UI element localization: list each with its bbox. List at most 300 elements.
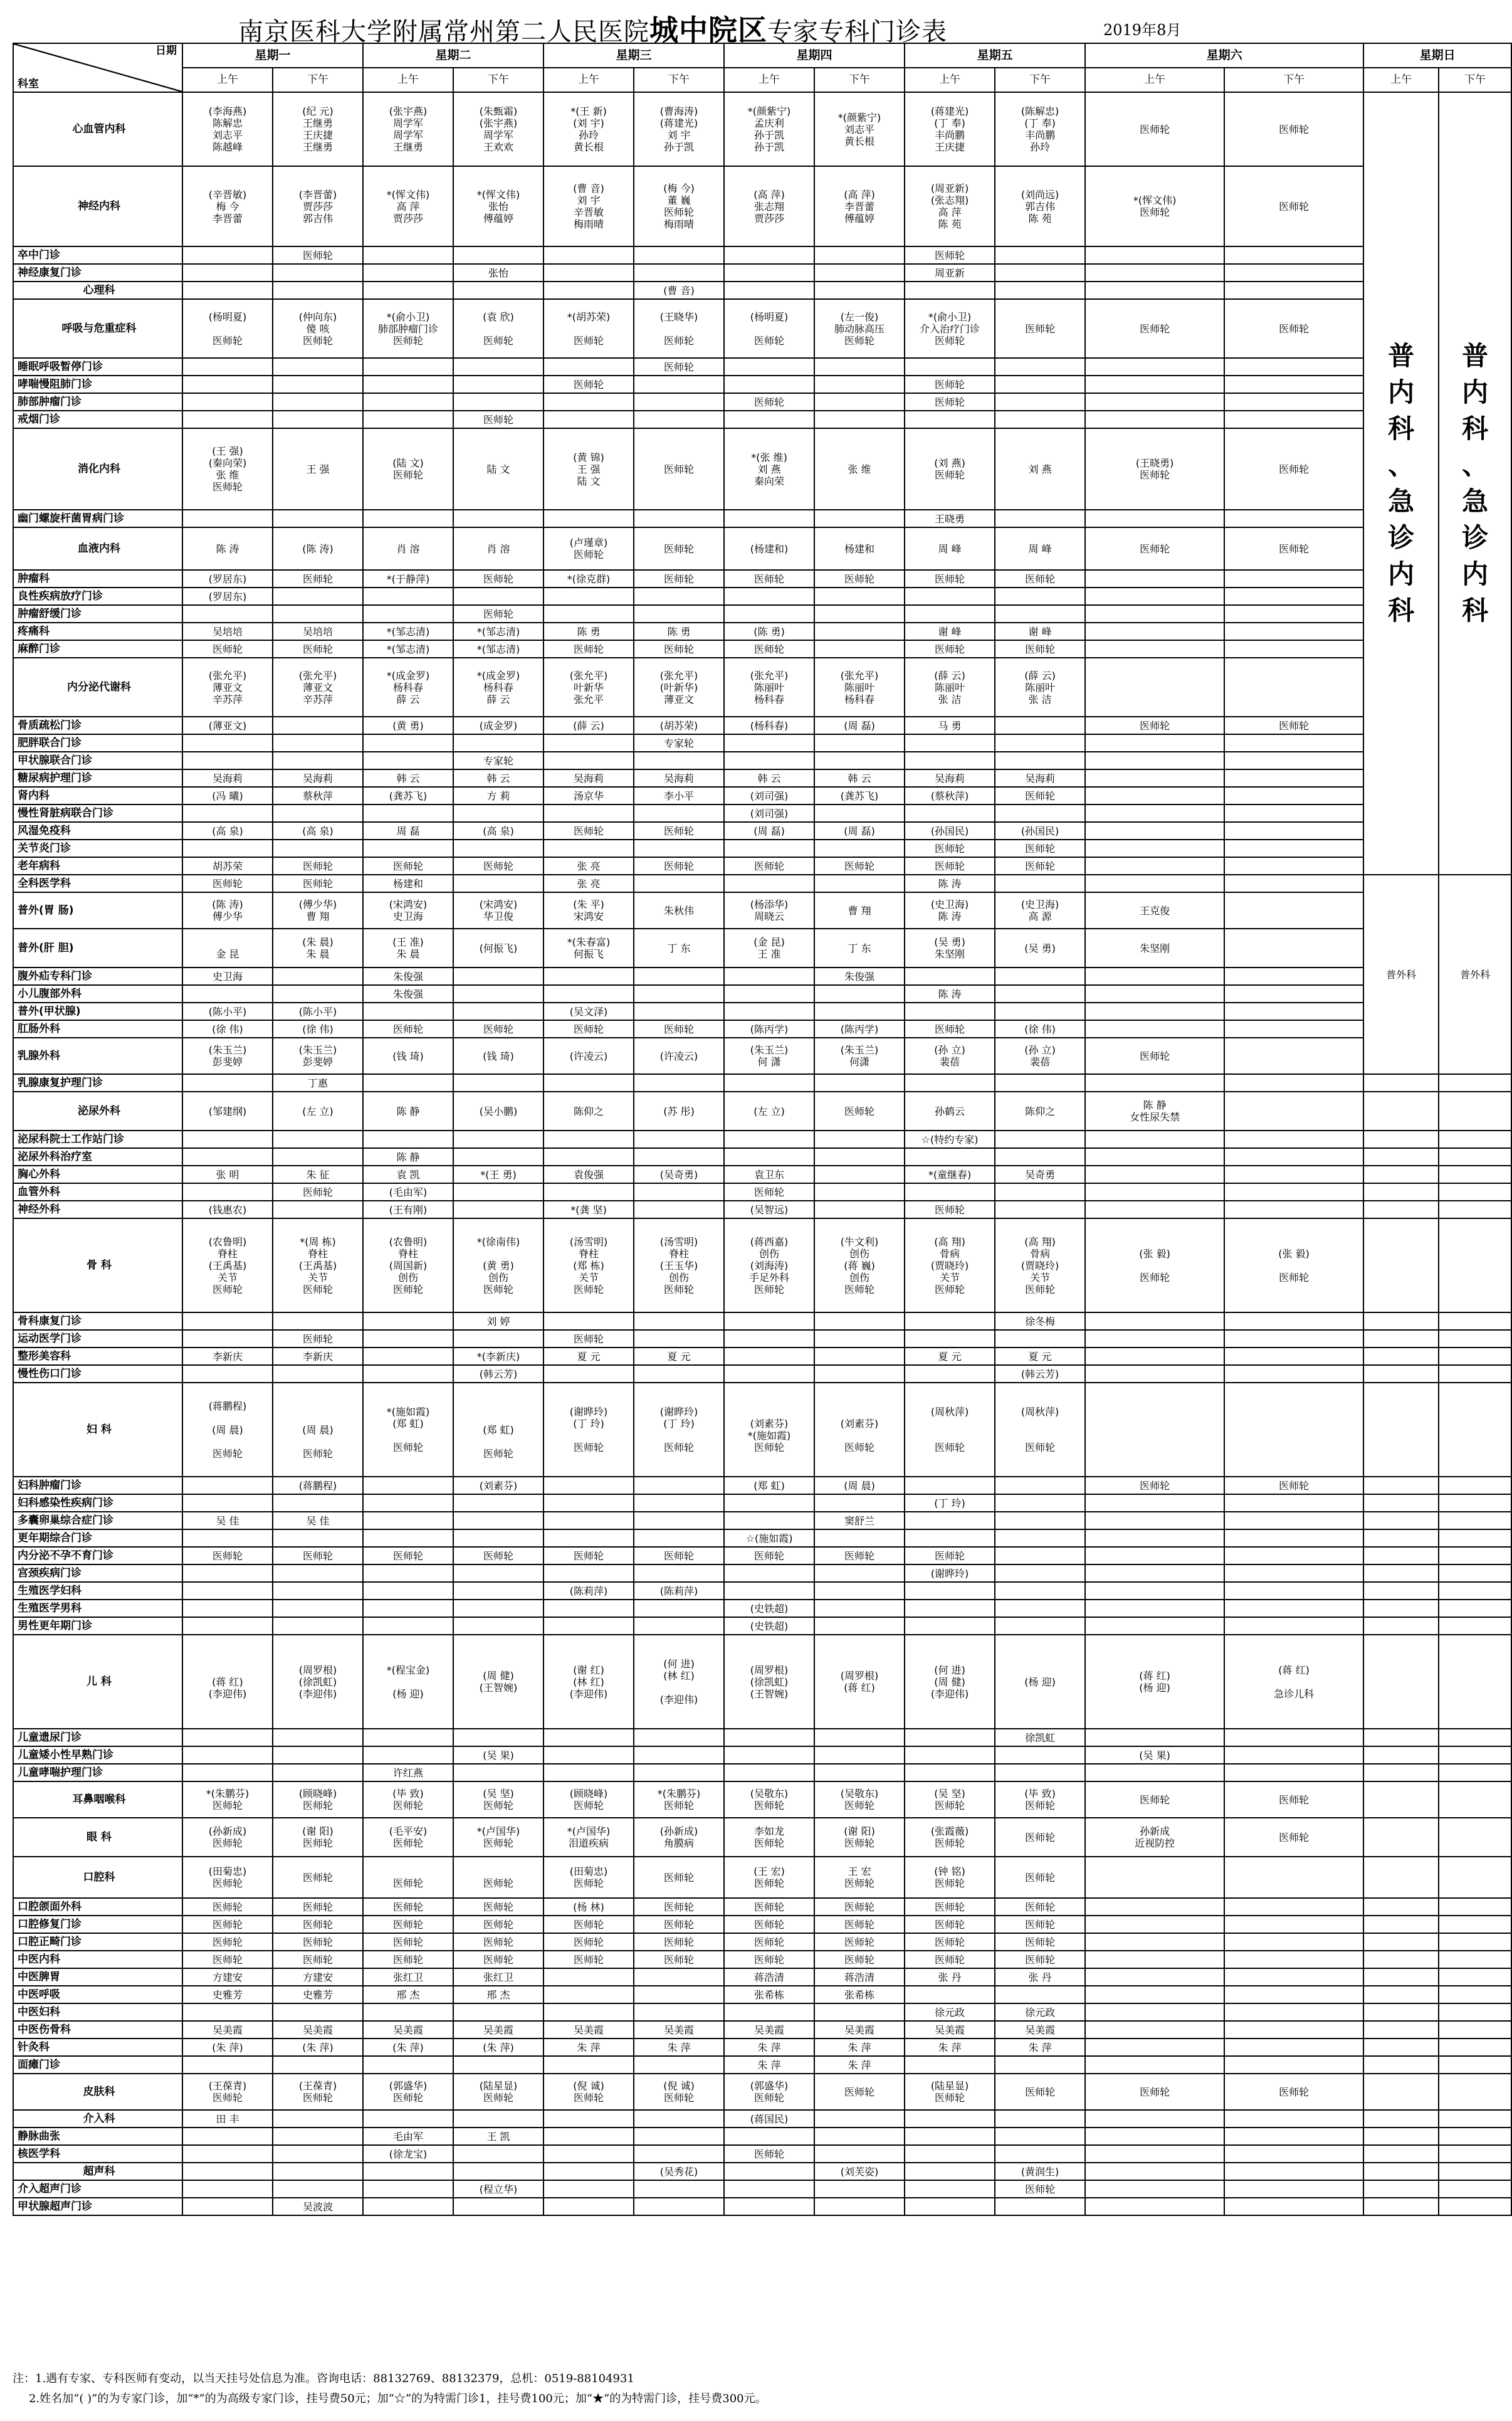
schedule-cell: 医师轮 bbox=[182, 1951, 273, 1968]
sunday-cell bbox=[1439, 1512, 1511, 1529]
schedule-cell: 陈 涛 bbox=[905, 985, 995, 1003]
sunday-cell bbox=[1363, 1383, 1439, 1477]
sunday-cell bbox=[1363, 1916, 1439, 1933]
schedule-cell bbox=[453, 393, 543, 411]
schedule-cell bbox=[453, 2110, 543, 2128]
schedule-cell bbox=[1085, 1166, 1224, 1183]
schedule-cell: 医师轮 bbox=[453, 605, 543, 623]
schedule-cell: 医师轮 bbox=[634, 570, 724, 588]
schedule-cell: 蔡秋萍 bbox=[273, 787, 363, 804]
schedule-cell bbox=[905, 968, 995, 985]
schedule-cell bbox=[634, 1494, 724, 1512]
schedule-cell: (汤雪明) 脊柱 (郑 栋) 关节 医师轮 bbox=[543, 1218, 634, 1312]
schedule-cell bbox=[363, 734, 453, 752]
schedule-row bbox=[13, 2145, 1511, 2163]
schedule-cell: 医师轮 bbox=[995, 1933, 1085, 1951]
sunday-cell bbox=[1363, 1074, 1439, 1092]
sunday-cell bbox=[1439, 2110, 1511, 2128]
schedule-cell bbox=[182, 1529, 273, 1547]
schedule-cell: 医师轮 bbox=[995, 1898, 1085, 1916]
schedule-cell: 医师轮 bbox=[724, 857, 814, 875]
schedule-cell bbox=[1224, 1529, 1363, 1547]
schedule-cell bbox=[1085, 1348, 1224, 1365]
schedule-cell: 医师轮 bbox=[543, 1330, 634, 1348]
schedule-cell bbox=[1085, 734, 1224, 752]
schedule-cell: 医师轮 bbox=[1085, 299, 1224, 358]
schedule-row bbox=[13, 892, 1511, 929]
schedule-row bbox=[13, 2039, 1511, 2056]
schedule-cell bbox=[905, 411, 995, 428]
schedule-cell bbox=[634, 510, 724, 527]
schedule-cell bbox=[1085, 1330, 1224, 1348]
schedule-cell: 医师轮 bbox=[634, 822, 724, 840]
schedule-cell bbox=[182, 1330, 273, 1348]
schedule-cell: 医师轮 bbox=[182, 1933, 273, 1951]
schedule-cell bbox=[453, 510, 543, 527]
schedule-row bbox=[13, 2163, 1511, 2180]
schedule-cell: 汤京华 bbox=[543, 787, 634, 804]
schedule-cell: 张 丹 bbox=[995, 1968, 1085, 1986]
schedule-cell bbox=[995, 2128, 1085, 2145]
schedule-cell: (王葆青) 医师轮 bbox=[273, 2074, 363, 2110]
schedule-cell: (蒋鹏程) bbox=[273, 1477, 363, 1494]
department-name: 心理科 bbox=[13, 282, 182, 299]
schedule-row bbox=[13, 804, 1511, 822]
schedule-cell: (刘芙姿) bbox=[814, 2163, 905, 2180]
schedule-cell bbox=[634, 968, 724, 985]
schedule-cell: (徐 伟) bbox=[273, 1020, 363, 1038]
schedule-cell: (蒋鹏程) (周 晨) 医师轮 bbox=[182, 1383, 273, 1477]
schedule-cell bbox=[363, 605, 453, 623]
schedule-cell: 朱 萍 bbox=[634, 2039, 724, 2056]
schedule-cell bbox=[363, 1003, 453, 1020]
schedule-cell: (杨建和) bbox=[724, 527, 814, 570]
department-name: 慢性伤口门诊 bbox=[13, 1365, 182, 1383]
schedule-cell bbox=[814, 411, 905, 428]
schedule-cell: (仲向东) 傻 咳 医师轮 bbox=[273, 299, 363, 358]
schedule-row bbox=[13, 734, 1511, 752]
schedule-cell: 医师轮 bbox=[634, 1916, 724, 1933]
schedule-cell bbox=[453, 985, 543, 1003]
schedule-cell bbox=[814, 640, 905, 658]
schedule-cell bbox=[182, 1074, 273, 1092]
sunday-cell bbox=[1363, 2003, 1439, 2021]
schedule-cell bbox=[995, 734, 1085, 752]
schedule-cell: 医师轮 bbox=[905, 857, 995, 875]
schedule-cell bbox=[453, 2056, 543, 2074]
schedule-cell: 医师轮 bbox=[724, 1933, 814, 1951]
schedule-cell bbox=[814, 246, 905, 264]
half-day-header: 下午 bbox=[814, 68, 905, 92]
schedule-cell: 医师轮 bbox=[1085, 92, 1224, 166]
schedule-cell bbox=[814, 264, 905, 282]
schedule-cell: (谢 阳) 医师轮 bbox=[273, 1818, 363, 1857]
schedule-cell bbox=[273, 804, 363, 822]
schedule-cell bbox=[1224, 570, 1363, 588]
schedule-cell bbox=[1224, 1916, 1363, 1933]
schedule-cell bbox=[543, 752, 634, 769]
schedule-cell: 丁 东 bbox=[634, 929, 724, 968]
schedule-cell bbox=[1224, 1148, 1363, 1166]
schedule-cell bbox=[182, 2128, 273, 2145]
department-name: 小儿腹部外科 bbox=[13, 985, 182, 1003]
schedule-cell bbox=[363, 1348, 453, 1365]
schedule-cell: 医师轮 bbox=[1224, 92, 1363, 166]
schedule-cell bbox=[543, 1074, 634, 1092]
schedule-row bbox=[13, 358, 1511, 376]
schedule-cell bbox=[1224, 1933, 1363, 1951]
schedule-cell: (王晓华) 医师轮 bbox=[634, 299, 724, 358]
schedule-cell bbox=[995, 1600, 1085, 1617]
schedule-row bbox=[13, 1781, 1511, 1818]
schedule-cell: 吴海莉 bbox=[995, 769, 1085, 787]
schedule-cell bbox=[1224, 658, 1363, 717]
schedule-cell: (周 磊) bbox=[814, 822, 905, 840]
schedule-cell: (陆 文) 医师轮 bbox=[363, 428, 453, 510]
schedule-cell bbox=[1224, 640, 1363, 658]
schedule-cell: (刘尚远) 郭吉伟 陈 苑 bbox=[995, 166, 1085, 246]
schedule-cell bbox=[273, 2110, 363, 2128]
schedule-row bbox=[13, 658, 1511, 717]
schedule-cell: (何 进) (林 红) (李迎伟) bbox=[634, 1635, 724, 1729]
schedule-cell: (吴敬东) 医师轮 bbox=[814, 1781, 905, 1818]
schedule-cell: 医师轮 bbox=[1085, 1477, 1224, 1494]
schedule-cell bbox=[905, 2110, 995, 2128]
schedule-row bbox=[13, 2198, 1511, 2215]
schedule-row bbox=[13, 640, 1511, 658]
schedule-cell bbox=[1224, 968, 1363, 985]
schedule-cell bbox=[453, 1201, 543, 1218]
schedule-cell bbox=[543, 2128, 634, 2145]
schedule-cell: 医师轮 bbox=[543, 640, 634, 658]
schedule-cell bbox=[182, 1148, 273, 1166]
schedule-cell bbox=[995, 264, 1085, 282]
schedule-cell: 医师轮 bbox=[363, 1951, 453, 1968]
schedule-cell bbox=[182, 1494, 273, 1512]
schedule-cell bbox=[273, 1494, 363, 1512]
schedule-cell: 朱 萍 bbox=[724, 2056, 814, 2074]
schedule-cell: *(俞小卫) 肺部肿瘤门诊 医师轮 bbox=[363, 299, 453, 358]
schedule-cell: 医师轮 bbox=[634, 1933, 724, 1951]
schedule-cell bbox=[995, 1764, 1085, 1781]
schedule-cell bbox=[1224, 393, 1363, 411]
schedule-cell: (孙新成) 医师轮 bbox=[182, 1818, 273, 1857]
schedule-cell: (吴奇勇) bbox=[634, 1166, 724, 1183]
schedule-cell bbox=[273, 510, 363, 527]
department-name: 生殖医学妇科 bbox=[13, 1582, 182, 1600]
sunday-cell bbox=[1439, 1383, 1511, 1477]
schedule-cell: 韩 云 bbox=[453, 769, 543, 787]
half-day-header: 下午 bbox=[1439, 68, 1511, 92]
department-name: 全科医学科 bbox=[13, 875, 182, 892]
schedule-cell: (陈莉萍) bbox=[543, 1582, 634, 1600]
schedule-cell bbox=[634, 1600, 724, 1617]
schedule-cell: (梅 今) 董 巍 医师轮 梅雨晴 bbox=[634, 166, 724, 246]
sunday-cell bbox=[1363, 1148, 1439, 1166]
schedule-cell bbox=[814, 605, 905, 623]
sunday-cell bbox=[1363, 1857, 1439, 1898]
schedule-cell: (朱 萍) bbox=[363, 2039, 453, 2056]
schedule-cell bbox=[634, 588, 724, 605]
department-name: 宫颈疾病门诊 bbox=[13, 1564, 182, 1582]
schedule-cell: (孙国民) bbox=[905, 822, 995, 840]
schedule-cell: (谢 阳) 医师轮 bbox=[814, 1818, 905, 1857]
schedule-cell bbox=[724, 376, 814, 393]
schedule-cell: 刘 婷 bbox=[453, 1312, 543, 1330]
schedule-cell: (刘素芬) bbox=[453, 1477, 543, 1494]
schedule-row bbox=[13, 1312, 1511, 1330]
schedule-cell: (刘司强) bbox=[724, 787, 814, 804]
schedule-cell bbox=[1085, 605, 1224, 623]
schedule-cell bbox=[182, 393, 273, 411]
department-name: 儿 科 bbox=[13, 1635, 182, 1729]
schedule-cell: 医师轮 bbox=[182, 1916, 273, 1933]
schedule-cell bbox=[995, 411, 1085, 428]
schedule-cell bbox=[1224, 1166, 1363, 1183]
schedule-cell: (毛平安) 医师轮 bbox=[363, 1818, 453, 1857]
schedule-cell bbox=[814, 1201, 905, 1218]
sunday-cell bbox=[1439, 2180, 1511, 2198]
schedule-cell bbox=[1224, 1365, 1363, 1383]
schedule-cell bbox=[1085, 1968, 1224, 1986]
schedule-cell bbox=[1224, 2039, 1363, 2056]
schedule-cell bbox=[363, 510, 453, 527]
schedule-cell bbox=[453, 246, 543, 264]
schedule-cell bbox=[453, 358, 543, 376]
schedule-cell: 医师轮 bbox=[363, 1020, 453, 1038]
schedule-cell bbox=[905, 1529, 995, 1547]
schedule-cell bbox=[543, 1183, 634, 1201]
schedule-cell: ☆(施如霞) bbox=[724, 1529, 814, 1547]
schedule-cell bbox=[1085, 1857, 1224, 1898]
schedule-cell: (谢晔玲) (丁 玲) 医师轮 bbox=[543, 1383, 634, 1477]
schedule-cell bbox=[543, 840, 634, 857]
schedule-cell bbox=[905, 2128, 995, 2145]
sunday-cell bbox=[1439, 2074, 1511, 2110]
sunday-cell bbox=[1439, 1933, 1511, 1951]
schedule-cell bbox=[905, 2198, 995, 2215]
schedule-cell bbox=[363, 376, 453, 393]
schedule-cell bbox=[905, 1477, 995, 1494]
schedule-cell: 张怡 bbox=[453, 264, 543, 282]
schedule-cell bbox=[814, 752, 905, 769]
schedule-cell: 医师轮 bbox=[724, 1183, 814, 1201]
schedule-row bbox=[13, 2056, 1511, 2074]
schedule-cell bbox=[634, 1131, 724, 1148]
department-name: 静脉曲张 bbox=[13, 2128, 182, 2145]
schedule-cell bbox=[182, 1477, 273, 1494]
schedule-cell: 医师轮 bbox=[995, 1916, 1085, 1933]
schedule-cell bbox=[905, 1600, 995, 1617]
schedule-cell: 医师轮 bbox=[634, 857, 724, 875]
schedule-cell bbox=[634, 1986, 724, 2003]
schedule-cell: 医师轮 bbox=[905, 570, 995, 588]
schedule-cell bbox=[1085, 411, 1224, 428]
schedule-cell: (徐 伟) bbox=[995, 1020, 1085, 1038]
department-name: 疼痛科 bbox=[13, 623, 182, 640]
sunday-cell bbox=[1439, 2003, 1511, 2021]
schedule-row bbox=[13, 1857, 1511, 1898]
schedule-cell: (黄润生) bbox=[995, 2163, 1085, 2180]
schedule-cell bbox=[273, 2163, 363, 2180]
schedule-cell bbox=[182, 1183, 273, 1201]
schedule-cell bbox=[1085, 393, 1224, 411]
schedule-cell bbox=[724, 1348, 814, 1365]
schedule-cell: (吴 果) bbox=[453, 1746, 543, 1764]
schedule-cell bbox=[1224, 929, 1363, 968]
schedule-cell bbox=[1224, 264, 1363, 282]
schedule-cell bbox=[273, 985, 363, 1003]
department-name: 普外(肝 胆) bbox=[13, 929, 182, 968]
schedule-cell: *(朱春富) 何振飞 bbox=[543, 929, 634, 968]
sunday-cell bbox=[1439, 1365, 1511, 1383]
schedule-cell: 医师轮 bbox=[453, 1898, 543, 1916]
schedule-row bbox=[13, 1201, 1511, 1218]
schedule-cell: (蒋建光) (丁 奉) 丰尚鹏 王庆捷 bbox=[905, 92, 995, 166]
schedule-cell: (薛 云) 陈丽叶 张 洁 bbox=[905, 658, 995, 717]
schedule-cell bbox=[182, 1312, 273, 1330]
schedule-cell: (杨明夏) 医师轮 bbox=[182, 299, 273, 358]
sunday-cell bbox=[1439, 1074, 1511, 1092]
department-name: 口腔颌面外科 bbox=[13, 1898, 182, 1916]
department-name: 幽门螺旋杆菌胃病门诊 bbox=[13, 510, 182, 527]
schedule-cell bbox=[453, 2145, 543, 2163]
schedule-cell: (龚苏飞) bbox=[363, 787, 453, 804]
footnotes bbox=[13, 2369, 1431, 2409]
schedule-row bbox=[13, 623, 1511, 640]
schedule-cell bbox=[634, 804, 724, 822]
schedule-cell bbox=[634, 2145, 724, 2163]
schedule-cell: 蒋浩清 bbox=[814, 1968, 905, 1986]
schedule-cell bbox=[1085, 1383, 1224, 1477]
schedule-cell: 医师轮 bbox=[1224, 166, 1363, 246]
schedule-cell: 医师轮 bbox=[273, 640, 363, 658]
schedule-cell: 医师轮 bbox=[814, 1898, 905, 1916]
schedule-row bbox=[13, 1020, 1511, 1038]
footnote: 注：1.遇有专家、专科医师有变动，以当天挂号处信息为准。咨询电话：88132769、88132379，总机：0519-88104931 bbox=[13, 2372, 634, 2385]
schedule-cell bbox=[363, 2110, 453, 2128]
schedule-cell: (苏 彤) bbox=[634, 1092, 724, 1131]
sunday-cell bbox=[1439, 1148, 1511, 1166]
schedule-cell bbox=[995, 1512, 1085, 1529]
schedule-cell bbox=[905, 734, 995, 752]
schedule-cell bbox=[995, 2198, 1085, 2215]
schedule-cell: 田 丰 bbox=[182, 2110, 273, 2128]
schedule-cell bbox=[363, 1365, 453, 1383]
schedule-cell bbox=[814, 2003, 905, 2021]
schedule-cell: (孙 立) 裴蓓 bbox=[905, 1038, 995, 1074]
schedule-cell bbox=[995, 1746, 1085, 1764]
schedule-cell: 史雅芳 bbox=[273, 1986, 363, 2003]
schedule-cell: 吴美霞 bbox=[905, 2021, 995, 2039]
schedule-cell: (罗居东) bbox=[182, 588, 273, 605]
schedule-cell bbox=[543, 968, 634, 985]
schedule-cell: 医师轮 bbox=[453, 570, 543, 588]
department-name: 超声科 bbox=[13, 2163, 182, 2180]
schedule-cell bbox=[724, 2180, 814, 2198]
schedule-cell: (周罗根) (蒋 红) bbox=[814, 1635, 905, 1729]
schedule-cell bbox=[543, 1512, 634, 1529]
schedule-cell: (田菊忠) 医师轮 bbox=[543, 1857, 634, 1898]
department-name: 关节炎门诊 bbox=[13, 840, 182, 857]
schedule-row bbox=[13, 787, 1511, 804]
schedule-cell bbox=[634, 1183, 724, 1201]
schedule-cell bbox=[453, 1512, 543, 1529]
schedule-cell: (郑 虹) bbox=[724, 1477, 814, 1494]
schedule-cell bbox=[995, 1529, 1085, 1547]
sunday-cell bbox=[1439, 1183, 1511, 1201]
department-name: 整形美容科 bbox=[13, 1348, 182, 1365]
schedule-cell bbox=[1085, 2021, 1224, 2039]
schedule-cell bbox=[453, 1764, 543, 1781]
schedule-cell bbox=[814, 1600, 905, 1617]
schedule-cell bbox=[634, 875, 724, 892]
schedule-cell bbox=[1224, 1764, 1363, 1781]
schedule-cell: 医师轮 bbox=[273, 875, 363, 892]
schedule-cell bbox=[724, 605, 814, 623]
schedule-row bbox=[13, 717, 1511, 734]
sunday-cell bbox=[1439, 1564, 1511, 1582]
schedule-cell bbox=[182, 804, 273, 822]
schedule-row bbox=[13, 376, 1511, 393]
schedule-cell bbox=[1224, 787, 1363, 804]
schedule-cell: (高 泉) bbox=[453, 822, 543, 840]
schedule-cell: 王晓勇 bbox=[905, 510, 995, 527]
schedule-cell: 吴海莉 bbox=[273, 769, 363, 787]
schedule-cell bbox=[1085, 1617, 1224, 1635]
schedule-row bbox=[13, 1547, 1511, 1564]
schedule-cell: (蒋国民) bbox=[724, 2110, 814, 2128]
schedule-cell bbox=[543, 1365, 634, 1383]
schedule-cell bbox=[814, 1729, 905, 1746]
schedule-cell: 朱 萍 bbox=[543, 2039, 634, 2056]
schedule-cell: 朱 萍 bbox=[814, 2056, 905, 2074]
department-name: 中医脾胃 bbox=[13, 1968, 182, 1986]
schedule-cell bbox=[995, 1564, 1085, 1582]
schedule-cell bbox=[905, 2180, 995, 2198]
schedule-cell bbox=[543, 411, 634, 428]
schedule-row bbox=[13, 2128, 1511, 2145]
schedule-cell: (胡苏荣) bbox=[634, 717, 724, 734]
half-day-header: 上午 bbox=[543, 68, 634, 92]
schedule-row bbox=[13, 1348, 1511, 1365]
schedule-cell: 吴海莉 bbox=[543, 769, 634, 787]
schedule-row bbox=[13, 1529, 1511, 1547]
schedule-cell bbox=[273, 752, 363, 769]
schedule-cell bbox=[995, 752, 1085, 769]
schedule-cell bbox=[905, 2056, 995, 2074]
schedule-cell bbox=[724, 1729, 814, 1746]
schedule-cell: 医师轮 bbox=[905, 1916, 995, 1933]
schedule-cell bbox=[814, 875, 905, 892]
schedule-cell: (纪 元) 王继勇 王庆捷 王继勇 bbox=[273, 92, 363, 166]
schedule-cell: *(卢国华) 医师轮 bbox=[453, 1818, 543, 1857]
schedule-cell: (吴 勇) 朱坚刚 bbox=[905, 929, 995, 968]
schedule-cell: (蒋 红) (李迎伟) bbox=[182, 1635, 273, 1729]
schedule-cell: 医师轮 bbox=[182, 875, 273, 892]
schedule-cell bbox=[634, 2198, 724, 2215]
department-name: 乳腺康复护理门诊 bbox=[13, 1074, 182, 1092]
schedule-cell: 张 丹 bbox=[905, 1968, 995, 1986]
schedule-cell bbox=[995, 985, 1085, 1003]
schedule-cell: 医师轮 bbox=[905, 1898, 995, 1916]
schedule-cell: 王 强 bbox=[273, 428, 363, 510]
schedule-row bbox=[13, 1477, 1511, 1494]
schedule-cell bbox=[363, 1477, 453, 1494]
half-day-header: 上午 bbox=[1363, 68, 1439, 92]
schedule-cell bbox=[453, 1494, 543, 1512]
schedule-cell: 专家轮 bbox=[453, 752, 543, 769]
